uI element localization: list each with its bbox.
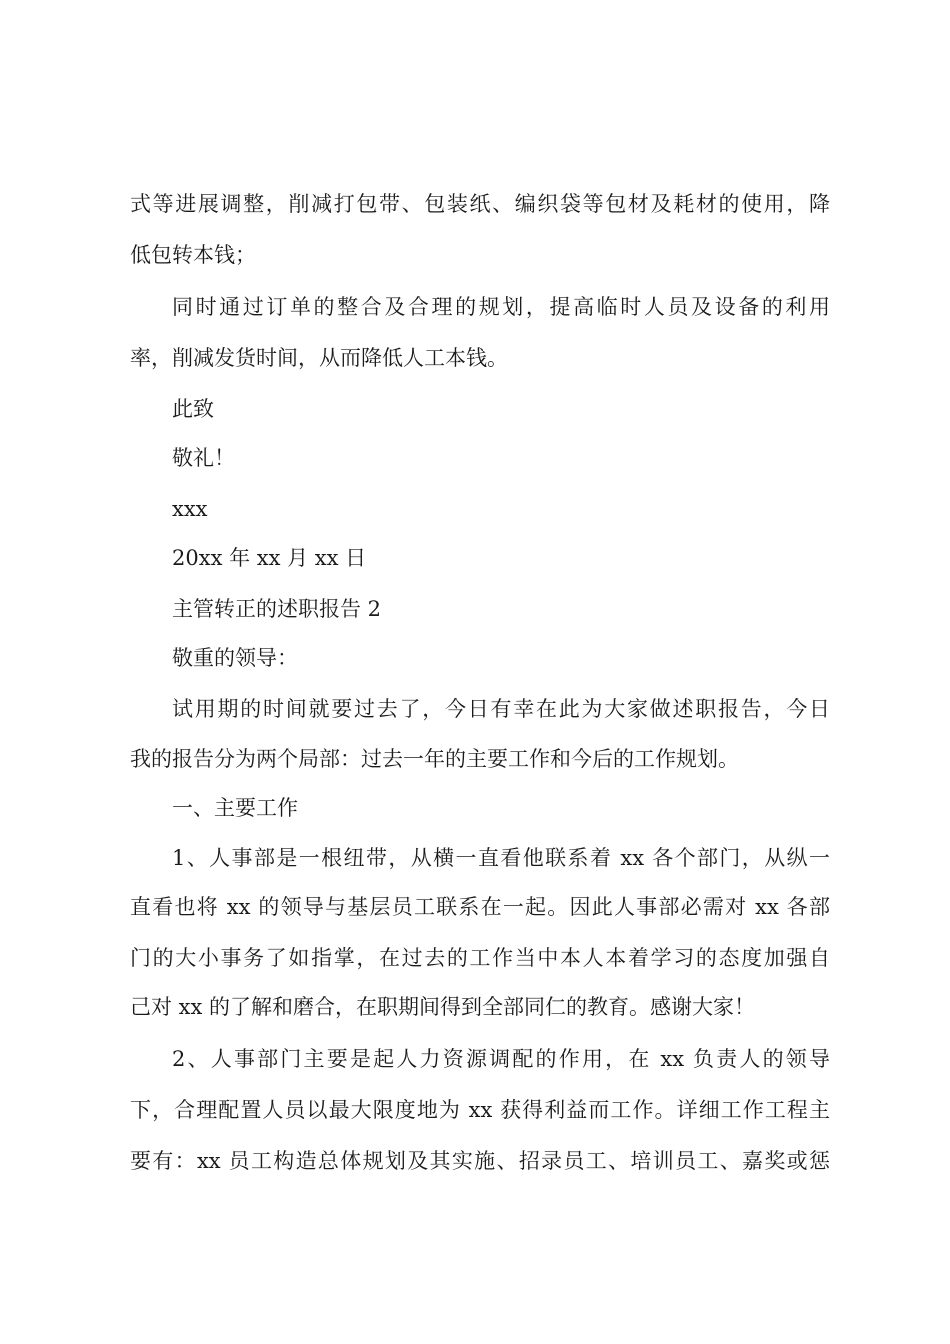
- paragraph-line: 率，削减发货时间，从而降低人工本钱。: [130, 346, 508, 370]
- paragraph-line: 我的报告分为两个局部：过去一年的主要工作和今后的工作规划。: [130, 747, 739, 771]
- paragraph-line: 低包转本钱；: [130, 243, 256, 267]
- signature-name: xxx: [172, 497, 208, 521]
- greeting: 敬重的领导：: [172, 646, 298, 670]
- paragraph-line: 式等进展调整，削减打包带、包装纸、编织袋等包材及耗材的使用，降: [130, 192, 830, 216]
- section-heading: 一、主要工作: [172, 796, 298, 820]
- paragraph-line: 1、人事部是一根纽带，从横一直看他联系着 xx 各个部门，从纵一: [172, 846, 830, 870]
- closing-salutation: 此致: [172, 397, 214, 421]
- paragraph-line: 己对 xx 的了解和磨合，在职期间得到全部同仁的教育。感谢大家！: [130, 995, 756, 1019]
- paragraph-line: 门的大小事务了如指掌，在过去的工作当中本人本着学习的态度加强自: [130, 946, 830, 970]
- signature-date: 20xx 年 xx 月 xx 日: [172, 546, 367, 570]
- closing-respect: 敬礼！: [172, 446, 235, 470]
- paragraph-line: 下，合理配置人员以最大限度地为 xx 获得利益而工作。详细工作工程主: [130, 1098, 830, 1122]
- paragraph-line: 直看也将 xx 的领导与基层员工联系在一起。因此人事部必需对 xx 各部: [130, 895, 830, 919]
- report-title: 主管转正的述职报告 2: [172, 597, 382, 621]
- paragraph-line: 要有：xx 员工构造总体规划及其实施、招录员工、培训员工、嘉奖或惩: [130, 1149, 830, 1173]
- paragraph-line: 同时通过订单的整合及合理的规划，提高临时人员及设备的利用: [172, 295, 830, 319]
- paragraph-line: 试用期的时间就要过去了，今日有幸在此为大家做述职报告，今日: [172, 697, 830, 721]
- paragraph-line: 2、人事部门主要是起人力资源调配的作用，在 xx 负责人的领导: [172, 1047, 830, 1071]
